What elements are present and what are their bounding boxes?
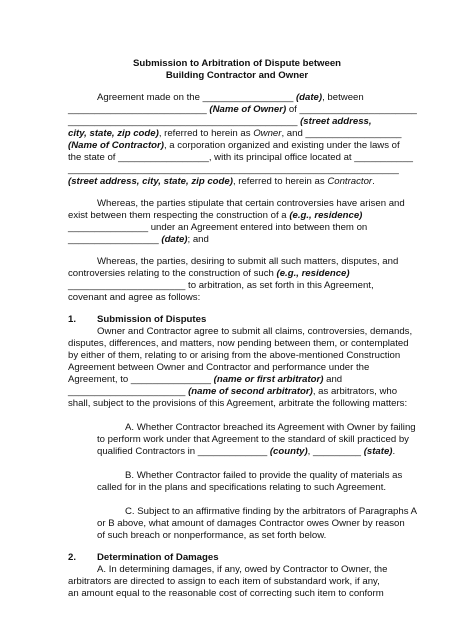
first-arbitrator-placeholder: (name or first arbitrator) [213,374,324,385]
para1-line [68,116,372,128]
section2-line: arbitrators are directed to assign to each item of substandard work, if any, [68,576,380,587]
section-1-number: 1. [68,314,77,325]
text: , referred to herein as [158,128,254,139]
item-c-line: of such breach or nonperformance, as set forth below. [97,530,327,541]
text: _________________ [68,234,162,245]
text: __________________________ [68,104,210,115]
item-a-line [97,446,395,458]
para3-line: Whereas, the parties, desiring to submit all such matters, disputes, and [97,256,399,267]
section1-line: shall, subject to the provisions of this Agreement, arbitrate the following matters: [68,398,408,409]
section1-line [68,386,397,398]
state-placeholder: (state) [363,446,393,457]
para3-line: ______________________ to arbitration, as set forth in this Agreement, [68,280,374,291]
item-c-line: or B above, what amount of damages Contractor owes Owner by reason [97,518,405,529]
text: , between [322,92,364,103]
text: ______________________ [68,386,189,397]
section-1-heading: Submission of Disputes [97,314,207,325]
text: . [392,446,396,457]
text: , _________ [307,446,364,457]
section1-line: Agreement between Owner and Contractor and performance under the [68,362,370,373]
text: controversies relating to the construction of such [68,268,277,279]
para1-line [97,92,364,104]
date-placeholder: (date) [295,92,323,103]
para2-line: Whereas, the parties stipulate that certain controversies have arisen and [97,198,405,209]
section-2-number: 2. [68,552,77,563]
text: of ______________________ [286,104,417,115]
section1-line [68,374,342,386]
text: qualified Contractors in _____________ [97,446,270,457]
item-a-line: to perform work under that Agreement to the standard of skill practiced by [97,434,409,445]
item-b-line: B. Whether Contractor failed to provide the quality of materials as [125,470,403,481]
para2-line [68,210,362,222]
section1-line: by either of them, relating to or arising from the above-mentioned Construction [68,350,401,361]
residence-placeholder: (e.g., residence) [289,210,363,221]
text: . [372,176,375,187]
para3-line: covenant and agree as follows: [68,292,201,303]
section1-line: disputes, differences, and matters, now pending between them, or contemplated [68,338,409,349]
text: ; and [187,234,209,245]
para2-line [68,234,209,246]
para1-line [68,104,417,116]
defined-term: Owner [253,128,282,139]
address-placeholder: city, state, zip code) [68,128,159,139]
para3-line [68,268,350,280]
date-placeholder: (date) [161,234,188,245]
document-title-line-1: Submission to Arbitration of Dispute between [132,58,342,69]
contractor-name-placeholder: (Name of Contractor) [68,140,164,151]
document-title-line-2: Building Contractor and Owner [165,70,309,81]
text: , and __________________ [281,128,402,139]
item-c-line: C. Subject to an affirmative finding by the arbitrators of Paragraphs A [125,506,418,517]
text: , as arbitrators, who [312,386,398,397]
residence-placeholder: (e.g., residence) [276,268,350,279]
para1-line [68,176,375,188]
para2-line: _______________ under an Agreement entered into between them on [68,222,368,233]
section2-line: A. In determining damages, if any, owed by Contractor to Owner, the [97,564,388,575]
text: exist between them respecting the construction of a [68,210,290,221]
text: ___________________________________________ [68,116,301,127]
section-2-heading: Determination of Damages [97,552,219,563]
text: Agreement, to _______________ [68,374,214,385]
text: , a corporation organized and existing under the laws of [163,140,400,151]
second-arbitrator-placeholder: (name of second arbitrator) [188,386,313,397]
section1-line: Owner and Contractor agree to submit all claims, controversies, demands, [97,326,413,337]
para1-line: ______________________________________________________________ [68,164,399,175]
text: Agreement made on the _________________ [97,92,296,103]
para1-line: the state of _________________, with its principal office located at ___________ [68,152,413,163]
text: and [323,374,343,385]
address-placeholder: (street address, [300,116,372,127]
text: , referred to herein as [232,176,328,187]
owner-name-placeholder: (Name of Owner) [209,104,287,115]
para1-line [68,140,400,152]
item-b-line: called for in the plans and specifications relating to such Agreement. [97,482,387,493]
section2-line: an amount equal to the reasonable cost of correcting such item to conform [68,588,384,599]
item-a-line: A. Whether Contractor breached its Agreement with Owner by failing [125,422,416,433]
para1-line [68,128,402,140]
county-placeholder: (county) [269,446,308,457]
defined-term: Contractor [327,176,373,187]
address-placeholder: (street address, city, state, zip code) [68,176,233,187]
